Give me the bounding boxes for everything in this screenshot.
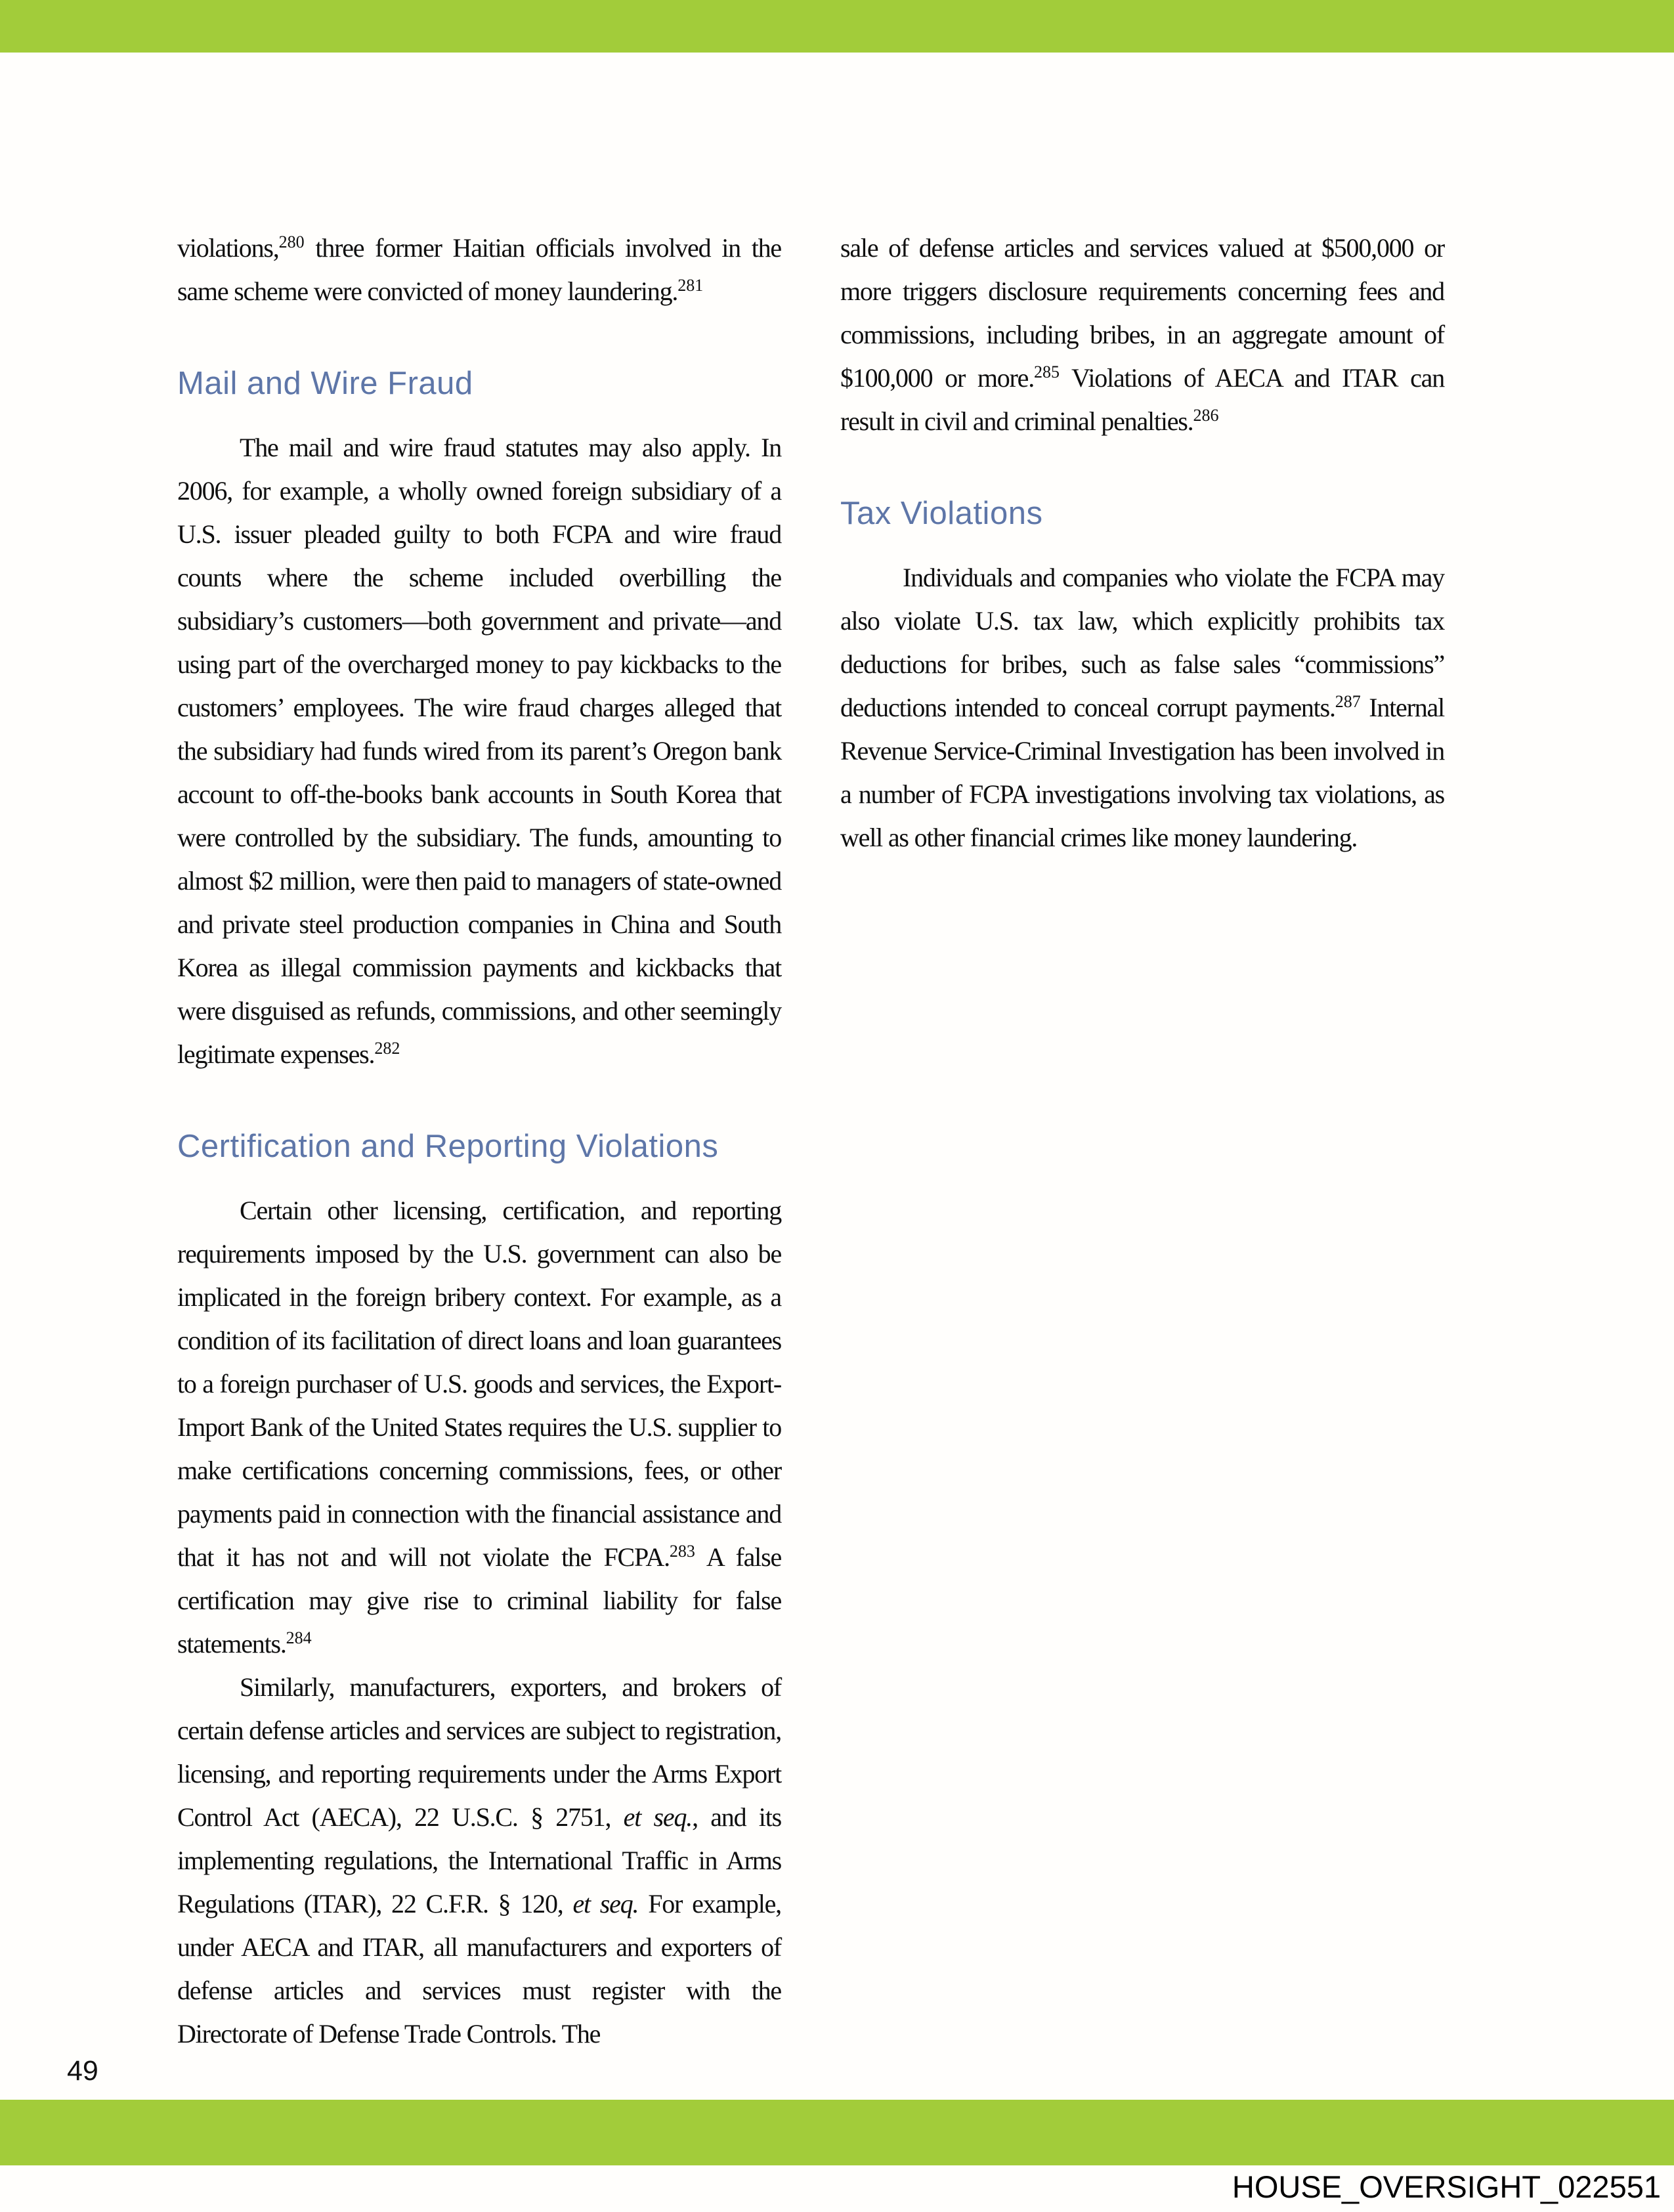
text-run: Individuals and companies who violate the FCPA may also violate U.S. tax law, which explicitly prohibits tax deductions for bribes, such as false sales “commissions” deductions intended to conceal corrupt payments. — [840, 563, 1444, 722]
body-paragraph — [177, 426, 781, 1076]
text-run: three former Haitian officials involved in the same scheme were convicted of money laundering. — [177, 233, 781, 306]
italic-citation: et seq. — [623, 1802, 693, 1832]
footnote-reference: 284 — [286, 1628, 312, 1647]
footnote-reference: 283 — [669, 1541, 695, 1561]
text-run: sale of defense articles and services valued at $500,000 or more triggers disclosure requirements concerning fees and commissions, including bribes, in an aggregate amount of $100,000 or more. — [840, 233, 1444, 393]
left-column — [177, 227, 781, 2056]
body-paragraph — [177, 1666, 781, 2056]
text-run: Similarly, manufacturers, exporters, and brokers of certain defense articles and services are subject to registration, licensing, and reporting requirements under the Arms Export Control Act (AECA), 22 U.S.C. § 2751, — [177, 1672, 781, 1832]
section-heading: Certification and Reporting Violations — [177, 1129, 719, 1164]
bates-stamp-watermark: HOUSE_OVERSIGHT_022551 — [1232, 2169, 1661, 2204]
footnote-reference: 285 — [1034, 362, 1060, 381]
text-run: Certain other licensing, certification, and reporting requirements imposed by the U.S. government can also be implicated in the foreign bribery context. For example, as a condition of its facilitation of direct loans and loan guarantees to a foreign purchaser of U.S. goods and services, the Export-Import Bank of the United States requires the U.S. supplier to make certifications concerning commissions, fees, or other payments paid in connection with the financial assistance and that it has not and will not violate the FCPA. — [177, 1196, 781, 1572]
footnote-reference: 287 — [1335, 691, 1361, 711]
top-accent-bar — [0, 0, 1674, 53]
text-run: A false certification may give rise to criminal liability for false statements. — [177, 1542, 781, 1659]
text-run: Internal Revenue Service-Criminal Investigation has been involved in a number of FCPA investigations involving tax violations, as well as other financial crimes like money laundering. — [840, 693, 1444, 852]
right-column — [840, 227, 1444, 2056]
body-paragraph — [840, 227, 1444, 443]
page-content — [177, 227, 1444, 2056]
text-run: The mail and wire fraud statutes may also apply. In 2006, for example, a wholly owned foreign subsidiary of a U.S. issuer pleaded guilty to both FCPA and wire fraud counts where the scheme included overbilling the subsidiary’s customers—both government and private—and using part of the overcharged money to pay kickbacks to the customers’ employees. The wire fraud charges alleged that the subsidiary had funds wired from its parent’s Oregon bank account to off-the-books bank accounts in South Korea that were controlled by the subsidiary. The funds, amounting to almost $2 million, were then paid to managers of state-owned and private steel production companies in China and South Korea as illegal commission payments and kickbacks that were disguised as refunds, commissions, and other seemingly legitimate expenses. — [177, 433, 781, 1069]
page-number: 49 — [67, 2055, 98, 2087]
footnote-reference: 281 — [677, 275, 704, 295]
body-paragraph — [177, 227, 781, 313]
text-run: , and its implementing regulations, the International Traffic in Arms Regulations (ITAR), 22 C.F.R. § 120, — [177, 1802, 781, 1919]
footnote-reference: 280 — [278, 232, 305, 251]
footnote-reference: 286 — [1193, 405, 1219, 425]
section-heading: Mail and Wire Fraud — [177, 366, 473, 401]
body-paragraph — [177, 1189, 781, 1666]
bottom-accent-bar — [0, 2100, 1674, 2165]
italic-citation: et seq. — [572, 1889, 639, 1919]
section-heading: Tax Violations — [840, 496, 1043, 531]
text-run: violations, — [177, 233, 279, 263]
text-run: For example, under AECA and ITAR, all manufacturers and exporters of defense articles and services must register with the Directorate of Defense Trade Controls. The — [177, 1889, 781, 2049]
text-run: Violations of AECA and ITAR can result in civil and criminal penalties. — [840, 363, 1445, 436]
footnote-reference: 282 — [374, 1038, 400, 1058]
body-paragraph — [840, 556, 1444, 859]
